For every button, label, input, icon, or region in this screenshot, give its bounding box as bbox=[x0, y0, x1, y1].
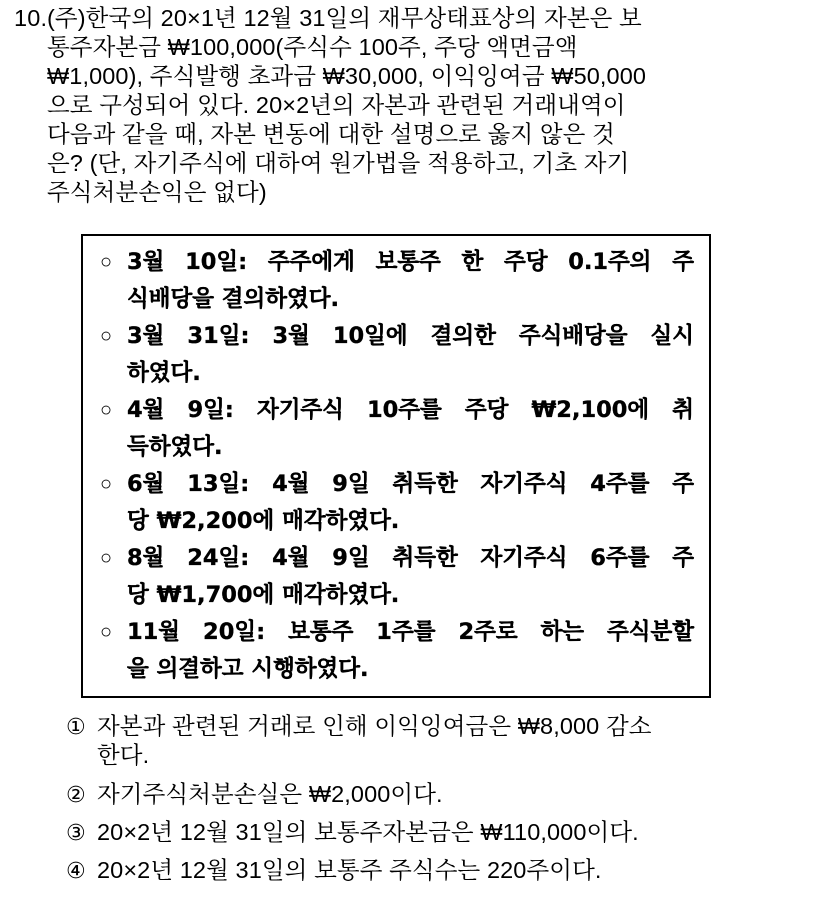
list-item bbox=[100, 244, 694, 318]
question-number: 10. bbox=[14, 5, 48, 31]
question-first-row bbox=[14, 4, 714, 207]
answer-choice-1[interactable] bbox=[66, 712, 766, 770]
transaction-list bbox=[100, 244, 694, 688]
list-item-text bbox=[127, 466, 694, 540]
list-item bbox=[100, 318, 694, 392]
list-item-text bbox=[127, 392, 694, 466]
choice-line: 자본과 관련된 거래로 인해 이익잉여금은 ₩8,000 감소 bbox=[97, 713, 652, 739]
list-item-line: 3월 10일: 주주에게 보통주 한 주당 0.1주의 주 bbox=[127, 249, 694, 275]
answer-choice-2[interactable] bbox=[66, 780, 766, 809]
list-item-text bbox=[127, 540, 694, 614]
list-item-text bbox=[127, 614, 694, 688]
list-item-line: 하였다. bbox=[127, 360, 201, 386]
answer-choice-4[interactable] bbox=[66, 856, 766, 885]
list-item-line: 8월 24일: 4월 9일 취득한 자기주식 6주를 주 bbox=[127, 545, 694, 571]
list-item-line: 6월 13일: 4월 9일 취득한 자기주식 4주를 주 bbox=[127, 471, 694, 497]
list-item-line: 득하였다. bbox=[127, 434, 223, 460]
choice-marker: ② bbox=[66, 782, 86, 807]
list-item-line: 을 의결하고 시행하였다. bbox=[127, 656, 369, 682]
transaction-box bbox=[81, 234, 711, 698]
question-stem-body bbox=[47, 4, 714, 207]
choice-text bbox=[97, 712, 766, 770]
answer-choices bbox=[66, 706, 766, 885]
choice-line: 20×2년 12월 31일의 보통주자본금은 ₩110,000이다. bbox=[97, 819, 639, 845]
bullet-circle-icon: ○ bbox=[100, 325, 113, 347]
stem-line: ₩1,000), 주식발행 초과금 ₩30,000, 이익잉여금 ₩50,000 bbox=[47, 63, 647, 89]
choice-marker: ④ bbox=[66, 858, 86, 883]
list-item bbox=[100, 540, 694, 614]
bullet-circle-icon: ○ bbox=[100, 399, 113, 421]
list-item-text bbox=[127, 318, 694, 392]
bullet-circle-icon: ○ bbox=[100, 547, 113, 569]
choice-text bbox=[97, 856, 766, 885]
stem-line: 통주자본금 ₩100,000(주식수 100주, 주당 액면금액 bbox=[47, 34, 578, 60]
list-item-line: 당 ₩2,200에 매각하였다. bbox=[127, 508, 400, 534]
choice-text bbox=[97, 818, 766, 847]
answer-choice-3[interactable] bbox=[66, 818, 766, 847]
list-item-text bbox=[127, 244, 694, 318]
bullet-circle-icon: ○ bbox=[100, 473, 113, 495]
stem-line: 은? (단, 자기주식에 대하여 원가법을 적용하고, 기초 자기 bbox=[47, 150, 630, 176]
choice-text bbox=[97, 780, 766, 809]
list-item-line: 식배당을 결의하였다. bbox=[127, 286, 339, 312]
question-stem bbox=[14, 4, 714, 207]
list-item bbox=[100, 614, 694, 688]
list-item bbox=[100, 392, 694, 466]
choice-line: 한다. bbox=[97, 742, 150, 768]
list-item-line: 당 ₩1,700에 매각하였다. bbox=[127, 582, 400, 608]
stem-line: (주)한국의 20×1년 12월 31일의 재무상태표상의 자본은 보 bbox=[47, 5, 642, 31]
choice-marker: ① bbox=[66, 714, 86, 739]
stem-line: 으로 구성되어 있다. 20×2년의 자본과 관련된 거래내역이 bbox=[47, 92, 626, 118]
choice-line: 20×2년 12월 31일의 보통주 주식수는 220주이다. bbox=[97, 857, 602, 883]
choice-marker: ③ bbox=[66, 820, 86, 845]
list-item-line: 3월 31일: 3월 10일에 결의한 주식배당을 실시 bbox=[127, 323, 694, 349]
stem-line: 다음과 같을 때, 자본 변동에 대한 설명으로 옳지 않은 것 bbox=[47, 121, 615, 147]
list-item-line: 11월 20일: 보통주 1주를 2주로 하는 주식분할 bbox=[127, 619, 694, 645]
bullet-circle-icon: ○ bbox=[100, 621, 113, 643]
list-item-line: 4월 9일: 자기주식 10주를 주당 ₩2,100에 취 bbox=[127, 397, 694, 423]
stem-line: 주식처분손익은 없다) bbox=[47, 179, 267, 205]
choice-line: 자기주식처분손실은 ₩2,000이다. bbox=[97, 781, 443, 807]
list-item bbox=[100, 466, 694, 540]
bullet-circle-icon: ○ bbox=[100, 251, 113, 273]
